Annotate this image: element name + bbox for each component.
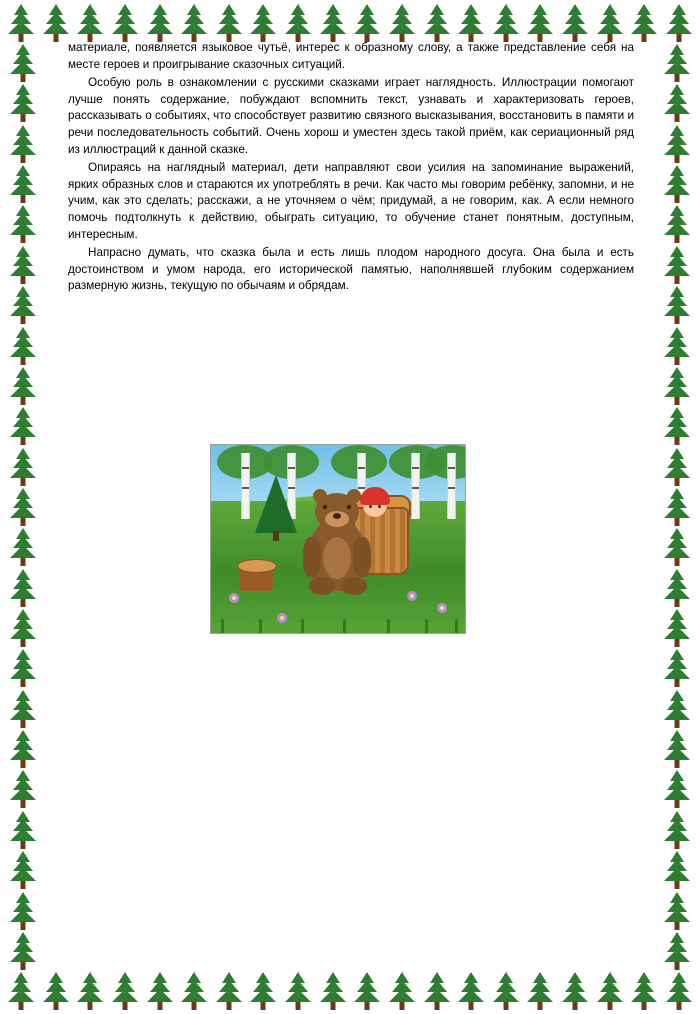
fir-tier-bottom <box>10 909 36 922</box>
fir-tier-bottom <box>10 626 36 639</box>
border-fir-icon <box>181 972 207 1010</box>
border-fir-icon <box>10 851 36 889</box>
border-fir-icon <box>10 609 36 647</box>
fir-tier-bottom <box>664 101 690 114</box>
fir-tier-bottom <box>43 989 69 1002</box>
fir-trunk <box>21 114 26 122</box>
flower <box>437 603 447 613</box>
border-fir-icon <box>10 690 36 728</box>
border-fir-icon <box>216 4 242 42</box>
border-fir-icon <box>664 932 690 970</box>
fairytale-illustration <box>210 444 466 634</box>
fir-trunk <box>675 316 680 324</box>
fir-tier-bottom <box>147 21 173 34</box>
birch-tree <box>241 453 250 519</box>
fir-tier-bottom <box>10 182 36 195</box>
birch-tree <box>411 453 420 519</box>
bear-eye <box>347 505 351 509</box>
border-fir-icon <box>10 811 36 849</box>
fir-trunk <box>330 1002 335 1010</box>
border-fir-icon <box>10 488 36 526</box>
border-fir-icon <box>10 892 36 930</box>
border-fir-icon <box>43 972 69 1010</box>
grass <box>387 619 390 633</box>
fir-tier-bottom <box>10 707 36 720</box>
border-fir-icon <box>250 972 276 1010</box>
fir-trunk <box>296 1002 301 1010</box>
bear-eye <box>323 505 327 509</box>
border-fir-icon <box>664 327 690 365</box>
fir-tier-bottom <box>8 989 34 1002</box>
fir-trunk <box>21 276 26 284</box>
fir-tier-bottom <box>458 21 484 34</box>
fir-tier-bottom <box>10 263 36 276</box>
fir-trunk <box>53 34 58 42</box>
flower <box>229 593 239 603</box>
birch-tree <box>447 453 456 519</box>
fir-trunk <box>21 922 26 930</box>
fir-trunk <box>675 437 680 445</box>
border-fir-icon <box>664 165 690 203</box>
fir-trunk <box>21 437 26 445</box>
fir-trunk <box>675 841 680 849</box>
fir-tier-bottom <box>112 21 138 34</box>
grass <box>259 619 262 633</box>
fir-trunk <box>675 720 680 728</box>
border-bottom <box>8 972 692 1010</box>
fir-tier-bottom <box>664 303 690 316</box>
fir-trunk <box>434 1002 439 1010</box>
fir-tier-bottom <box>389 21 415 34</box>
fir-trunk <box>21 195 26 203</box>
fir-tier-bottom <box>10 586 36 599</box>
border-fir-icon <box>216 972 242 1010</box>
border-fir-icon <box>354 4 380 42</box>
border-fir-icon <box>664 649 690 687</box>
fir-tier-bottom <box>10 666 36 679</box>
fir-trunk <box>675 922 680 930</box>
border-fir-icon <box>10 407 36 445</box>
fir-trunk <box>399 1002 404 1010</box>
border-fir-icon <box>112 4 138 42</box>
fir-tier-bottom <box>250 21 276 34</box>
fir-tier-bottom <box>10 424 36 437</box>
fir-tier-bottom <box>664 222 690 235</box>
border-fir-icon <box>77 972 103 1010</box>
fir-tier-bottom <box>527 989 553 1002</box>
grass <box>425 619 428 633</box>
fir-trunk <box>675 679 680 687</box>
border-fir-icon <box>112 972 138 1010</box>
fir-trunk <box>122 1002 127 1010</box>
fir-trunk <box>503 1002 508 1010</box>
border-fir-icon <box>10 286 36 324</box>
border-fir-icon <box>664 770 690 808</box>
border-fir-icon <box>664 851 690 889</box>
border-fir-icon <box>147 972 173 1010</box>
fir-tier-bottom <box>664 465 690 478</box>
border-fir-icon <box>664 892 690 930</box>
fir-tier-bottom <box>664 949 690 962</box>
fir-tier-bottom <box>77 21 103 34</box>
fir-tier-bottom <box>354 989 380 1002</box>
border-fir-icon <box>10 448 36 486</box>
border-fir-icon <box>10 569 36 607</box>
fir-tier-bottom <box>493 21 519 34</box>
fir-trunk <box>675 114 680 122</box>
border-fir-icon <box>562 4 588 42</box>
fir-tier-bottom <box>664 384 690 397</box>
fir-tier-bottom <box>77 989 103 1002</box>
fir-trunk <box>19 1002 24 1010</box>
border-fir-icon <box>664 44 690 82</box>
fir-tier-bottom <box>216 21 242 34</box>
fir-tier-bottom <box>664 787 690 800</box>
fir-tier-bottom <box>285 989 311 1002</box>
grass <box>343 619 346 633</box>
border-fir-icon <box>664 205 690 243</box>
fir-tier-bottom <box>10 303 36 316</box>
border-fir-icon <box>458 972 484 1010</box>
fir-trunk <box>21 599 26 607</box>
border-fir-icon <box>664 811 690 849</box>
border-fir-icon <box>562 972 588 1010</box>
fir-trunk <box>53 1002 58 1010</box>
border-fir-icon <box>77 4 103 42</box>
fir-tier-bottom <box>664 545 690 558</box>
border-fir-icon <box>664 367 690 405</box>
fir-tier-bottom <box>10 344 36 357</box>
fir-tier-bottom <box>631 21 657 34</box>
fir-trunk <box>675 639 680 647</box>
fir-tier-bottom <box>10 384 36 397</box>
fir-trunk <box>675 397 680 405</box>
border-fir-icon <box>493 4 519 42</box>
border-fir-icon <box>424 4 450 42</box>
grass <box>221 619 224 633</box>
border-fir-icon <box>10 770 36 808</box>
border-fir-icon <box>424 972 450 1010</box>
bear-belly <box>323 537 351 579</box>
paragraph: Напрасно думать, что сказка была и есть лишь плодом народного досуга. Она была и есть достоинством и умом народа, его исторической памятью, наполнявшей глубоким содержанием размерную жизнь, текущую по обычаям и обрядам. <box>68 246 634 293</box>
border-fir-icon <box>320 4 346 42</box>
border-top <box>8 4 692 42</box>
fir-tier-bottom <box>10 222 36 235</box>
fir-trunk <box>21 639 26 647</box>
border-fir-icon <box>631 4 657 42</box>
border-fir-icon <box>10 246 36 284</box>
fir-tier-bottom <box>631 989 657 1002</box>
fir-trunk <box>226 1002 231 1010</box>
fir-trunk <box>675 357 680 365</box>
border-fir-icon <box>10 327 36 365</box>
fir-tier-bottom <box>147 989 173 1002</box>
tree-stump-top <box>237 559 277 573</box>
border-fir-icon <box>10 367 36 405</box>
fir-tier-bottom <box>10 142 36 155</box>
fir-trunk <box>675 962 680 970</box>
fir-tier-bottom <box>664 344 690 357</box>
fir-trunk <box>675 881 680 889</box>
border-fir-icon <box>664 407 690 445</box>
fir-tier-bottom <box>10 747 36 760</box>
fir-trunk <box>192 1002 197 1010</box>
fir-trunk <box>21 679 26 687</box>
fir-trunk <box>607 1002 612 1010</box>
fir-tier-bottom <box>664 909 690 922</box>
fir-tier-bottom <box>527 21 553 34</box>
fir-tier-bottom <box>664 828 690 841</box>
border-fir-icon <box>597 4 623 42</box>
border-fir-icon <box>10 165 36 203</box>
paragraph: Опираясь на наглядный материал, дети направляют свои усилия на запоминание выражений, ярких образных слов и стараются их употреблять в речи. Как часто мы говорим ребёнку, запомни, и не учим, как это сделать; расскажи, а не уточняем о чём; придумай, а не говорим, как. А если немного помочь подтолкнуть к действию, обыграть ситуацию, то обучение станет понятным, доступным, интересным. <box>68 161 634 241</box>
border-fir-icon <box>10 44 36 82</box>
fir-tier-bottom <box>597 21 623 34</box>
border-fir-icon <box>631 972 657 1010</box>
fir-tier-bottom <box>285 21 311 34</box>
border-fir-icon <box>147 4 173 42</box>
fir-tier-bottom <box>10 505 36 518</box>
border-fir-icon <box>664 730 690 768</box>
fir-tier-bottom <box>664 61 690 74</box>
fir-trunk <box>21 720 26 728</box>
border-fir-icon <box>389 972 415 1010</box>
bear-leg <box>341 577 367 595</box>
fir-tier-bottom <box>597 989 623 1002</box>
fir-trunk <box>675 599 680 607</box>
fir-tier-bottom <box>10 828 36 841</box>
fir-tier-bottom <box>181 989 207 1002</box>
paragraph: материале, появляется языковое чутьё, интерес к образному слову, а также представление себя на месте героев и проигрывание сказочных ситуаций. <box>68 41 634 71</box>
fir-trunk <box>676 34 681 42</box>
fir-trunk <box>21 74 26 82</box>
fir-tier-bottom <box>664 142 690 155</box>
fir-tier-bottom <box>493 989 519 1002</box>
fir-trunk <box>21 155 26 163</box>
border-fir-icon <box>458 4 484 42</box>
fir-trunk <box>21 881 26 889</box>
border-fir-icon <box>664 528 690 566</box>
border-fir-icon <box>10 125 36 163</box>
fir-trunk <box>21 558 26 566</box>
fir-tier-bottom <box>664 424 690 437</box>
border-fir-icon <box>389 4 415 42</box>
border-right <box>664 44 690 970</box>
border-left <box>10 44 36 970</box>
fir-trunk <box>675 760 680 768</box>
fir-tier-bottom <box>666 989 692 1002</box>
paragraph: Особую роль в ознакомлении с русскими сказками играет наглядность. Иллюстрации помогают лучше понять содержание, побуждают вспомнить текст, узнавать и характеризовать героев, рассказывать о событиях, что способствует развитию связного высказывания, восстановить в памяти и речи последовательность событий. Очень хорош и уместен здесь такой приём, как сериационный ряд из иллюстраций к данной сказке. <box>68 76 634 156</box>
border-fir-icon <box>250 4 276 42</box>
fir-trunk <box>675 235 680 243</box>
border-fir-icon <box>527 972 553 1010</box>
fir-trunk <box>21 962 26 970</box>
fir-trunk <box>261 1002 266 1010</box>
fir-trunk <box>675 518 680 526</box>
fir-trunk <box>365 1002 370 1010</box>
border-fir-icon <box>664 448 690 486</box>
border-fir-icon <box>664 246 690 284</box>
border-fir-icon <box>10 84 36 122</box>
fir-tier-bottom <box>664 263 690 276</box>
border-fir-icon <box>664 125 690 163</box>
border-fir-icon <box>666 4 692 42</box>
fir-tier-bottom <box>664 868 690 881</box>
fir-trunk <box>538 1002 543 1010</box>
border-fir-icon <box>664 286 690 324</box>
fir-tier-bottom <box>664 666 690 679</box>
fir-tier-bottom <box>664 505 690 518</box>
fir-tier-bottom <box>664 747 690 760</box>
fir-tier-bottom <box>664 586 690 599</box>
border-fir-icon <box>527 4 553 42</box>
bear-arm <box>353 537 371 577</box>
fir-trunk <box>21 397 26 405</box>
border-fir-icon <box>664 488 690 526</box>
fir-trunk <box>676 1002 681 1010</box>
flower <box>277 613 287 623</box>
fir-tier-bottom <box>320 989 346 1002</box>
fir-trunk <box>642 34 647 42</box>
border-fir-icon <box>10 205 36 243</box>
border-fir-icon <box>8 972 34 1010</box>
fir-trunk <box>675 155 680 163</box>
fir-tier-bottom <box>664 626 690 639</box>
flower <box>407 591 417 601</box>
fir-tree-trunk <box>273 531 279 541</box>
fir-trunk <box>675 276 680 284</box>
border-fir-icon <box>8 4 34 42</box>
fir-tier-bottom <box>354 21 380 34</box>
fir-trunk <box>21 235 26 243</box>
fir-tier-bottom <box>112 989 138 1002</box>
border-fir-icon <box>10 730 36 768</box>
grass <box>455 619 458 633</box>
fir-trunk <box>19 34 24 42</box>
fir-trunk <box>675 195 680 203</box>
fir-tier-bottom <box>216 989 242 1002</box>
fir-tier-bottom <box>664 707 690 720</box>
border-fir-icon <box>285 4 311 42</box>
border-fir-icon <box>354 972 380 1010</box>
fir-trunk <box>88 1002 93 1010</box>
girl-eye <box>378 505 381 508</box>
border-fir-icon <box>597 972 623 1010</box>
fir-trunk <box>675 800 680 808</box>
fir-trunk <box>21 800 26 808</box>
border-fir-icon <box>10 528 36 566</box>
grass <box>301 619 304 633</box>
border-fir-icon <box>285 972 311 1010</box>
bear-nose <box>333 513 341 519</box>
fir-tier-bottom <box>10 545 36 558</box>
fir-tier-bottom <box>562 989 588 1002</box>
fir-tier-bottom <box>10 868 36 881</box>
border-fir-icon <box>181 4 207 42</box>
fir-tier-bottom <box>562 21 588 34</box>
fir-tier-bottom <box>10 61 36 74</box>
fir-trunk <box>642 1002 647 1010</box>
border-fir-icon <box>666 972 692 1010</box>
fir-trunk <box>675 478 680 486</box>
border-fir-icon <box>664 609 690 647</box>
fir-tier-bottom <box>181 21 207 34</box>
fir-tier-bottom <box>424 989 450 1002</box>
fir-trunk <box>21 760 26 768</box>
fir-tier-bottom <box>250 989 276 1002</box>
border-fir-icon <box>10 932 36 970</box>
border-fir-icon <box>320 972 346 1010</box>
fir-tier-bottom <box>458 989 484 1002</box>
fir-tier-bottom <box>43 21 69 34</box>
border-fir-icon <box>664 84 690 122</box>
fir-tier-bottom <box>8 21 34 34</box>
fir-trunk <box>21 357 26 365</box>
fir-trunk <box>675 558 680 566</box>
border-fir-icon <box>493 972 519 1010</box>
fir-tier-bottom <box>320 21 346 34</box>
fir-trunk <box>675 74 680 82</box>
fir-trunk <box>573 1002 578 1010</box>
border-fir-icon <box>664 569 690 607</box>
fir-tree <box>255 475 297 533</box>
border-fir-icon <box>664 690 690 728</box>
fir-tier-bottom <box>389 989 415 1002</box>
fir-trunk <box>21 316 26 324</box>
bear-leg <box>309 577 335 595</box>
fir-tier-bottom <box>664 182 690 195</box>
fir-tier-bottom <box>10 465 36 478</box>
fir-trunk <box>21 478 26 486</box>
fir-trunk <box>469 1002 474 1010</box>
girl-eye <box>369 505 372 508</box>
fir-tier-bottom <box>424 21 450 34</box>
border-fir-icon <box>43 4 69 42</box>
fir-tier-bottom <box>10 787 36 800</box>
fir-trunk <box>21 841 26 849</box>
bear-arm <box>303 537 321 577</box>
fir-trunk <box>21 518 26 526</box>
document-body <box>68 40 634 297</box>
fir-tier-bottom <box>666 21 692 34</box>
fir-tier-bottom <box>10 949 36 962</box>
fir-trunk <box>157 1002 162 1010</box>
border-fir-icon <box>10 649 36 687</box>
fir-tier-bottom <box>10 101 36 114</box>
